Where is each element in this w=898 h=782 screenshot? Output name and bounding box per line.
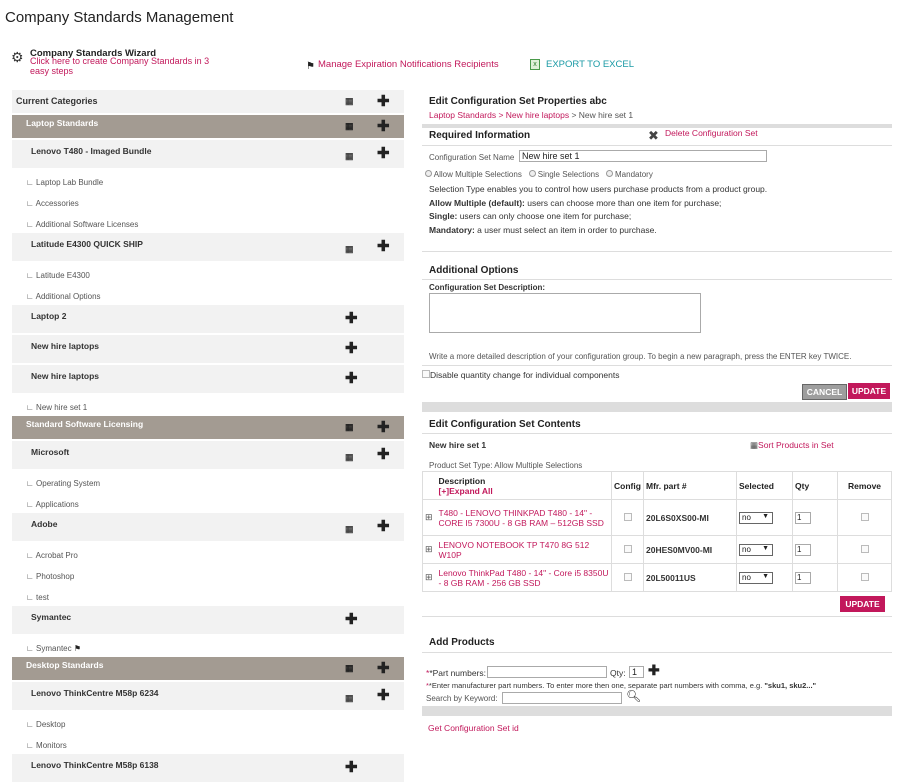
radio-single-label: Single Selections bbox=[537, 170, 600, 179]
radio-allow[interactable] bbox=[425, 170, 432, 177]
add-icon[interactable]: ✚ bbox=[377, 118, 390, 135]
disable-qty-label: Disable quantity change for individual components bbox=[430, 370, 620, 380]
selected-value: no bbox=[742, 544, 751, 554]
selected-dropdown[interactable] bbox=[739, 512, 773, 524]
mfr-cell bbox=[644, 500, 737, 536]
add-icon[interactable]: ✚ bbox=[377, 419, 390, 436]
manage-notifications-link[interactable]: Manage Expiration Notifications Recipients bbox=[318, 59, 499, 70]
tree-item-label: Microsoft bbox=[31, 447, 70, 457]
additional-title: Additional Options bbox=[429, 265, 519, 276]
breadcrumb bbox=[429, 110, 633, 120]
grid-icon[interactable]: ▦ bbox=[345, 452, 353, 462]
tree-leaf-item[interactable] bbox=[12, 212, 404, 233]
update-props-button[interactable]: UPDATE bbox=[848, 383, 890, 399]
tree-item-label: Laptop Standards bbox=[26, 118, 99, 128]
col-qty: Qty bbox=[793, 472, 838, 500]
selected-dropdown[interactable] bbox=[739, 544, 773, 556]
sort-products-link[interactable]: Sort Products in Set bbox=[758, 440, 834, 450]
search-label: Search by Keyword: bbox=[426, 694, 498, 703]
grid-icon[interactable]: ▦ bbox=[345, 663, 353, 673]
product-desc[interactable] bbox=[437, 500, 612, 536]
grid-icon[interactable]: ▦ bbox=[345, 524, 353, 534]
flag-icon: ⚑ bbox=[306, 61, 315, 72]
page-title: Company Standards Management bbox=[5, 9, 234, 26]
required-title: Required Information bbox=[429, 130, 531, 141]
part-numbers-input[interactable] bbox=[487, 666, 607, 678]
tree-item-label: ∟ Applications bbox=[26, 500, 79, 509]
tree-item-label: New hire laptops bbox=[31, 371, 100, 381]
tree-leaf-item[interactable] bbox=[12, 564, 404, 585]
table-header-row bbox=[423, 472, 892, 500]
tree-leaf-item[interactable] bbox=[12, 492, 404, 513]
expand-all-link[interactable]: [+]Expand All bbox=[438, 485, 493, 496]
col-desc-label: Description bbox=[438, 475, 486, 486]
qty-value: 1 bbox=[797, 544, 802, 554]
current-categories-header bbox=[12, 90, 404, 113]
grid-icon[interactable]: ▦ bbox=[345, 244, 353, 254]
tree-item-label: Lenovo T480 - Imaged Bundle bbox=[31, 146, 152, 156]
remove-checkbox[interactable] bbox=[861, 513, 869, 521]
update-contents-button[interactable]: UPDATE bbox=[840, 596, 885, 612]
desc-help: Write a more detailed description of your configuration group. To begin a new paragraph, press the ENTER key TWICE. bbox=[429, 352, 852, 361]
product-desc-text[interactable]: Lenovo ThinkPad T480 - 14" - Core i5 8350U - 8 GB RAM - 256 GB SSD bbox=[438, 567, 609, 588]
tree-subcategory[interactable] bbox=[12, 140, 404, 168]
add-qty-input[interactable]: 1 bbox=[629, 666, 644, 678]
config-set-name-input[interactable]: New hire set 1 bbox=[519, 150, 767, 162]
tree-leaf-item[interactable] bbox=[12, 263, 404, 284]
part-label-text: *Part numbers: bbox=[429, 668, 487, 678]
grid-icon[interactable]: ▦ bbox=[345, 422, 353, 432]
grid-icon[interactable]: ▦ bbox=[345, 96, 353, 106]
tree-category[interactable] bbox=[12, 115, 404, 138]
remove-cell bbox=[838, 500, 892, 536]
mfr-part: 20L50011US bbox=[646, 572, 696, 583]
products-table bbox=[422, 471, 892, 592]
tree-item-label: New hire laptops bbox=[31, 341, 100, 351]
qty-cell bbox=[793, 564, 838, 592]
tree-item-label: Lenovo ThinkCentre M58p 6138 bbox=[31, 760, 159, 770]
tree-leaf-item[interactable] bbox=[12, 395, 404, 416]
chevron-down-icon: ▼ bbox=[762, 512, 769, 520]
tree-item-label: Standard Software Licensing bbox=[26, 419, 144, 429]
col-mfr: Mfr. part # bbox=[644, 472, 737, 500]
add-icon[interactable]: ✚ bbox=[377, 687, 390, 704]
tree-subcategory[interactable] bbox=[12, 606, 404, 634]
grid-icon: ▦ bbox=[750, 440, 759, 450]
add-products-title: Add Products bbox=[429, 637, 495, 648]
close-icon[interactable]: ✖ bbox=[648, 128, 659, 143]
tree-item-label: ∟ Operating System bbox=[26, 479, 101, 488]
col-remove: Remove bbox=[838, 472, 892, 500]
tree-subcategory[interactable] bbox=[12, 305, 404, 333]
tree-leaf-item[interactable] bbox=[12, 471, 404, 492]
tree-item-label: ∟ Acrobat Pro bbox=[26, 551, 78, 560]
tree-category[interactable] bbox=[12, 657, 404, 680]
tree-subcategory[interactable] bbox=[12, 754, 404, 782]
grid-icon[interactable]: ▦ bbox=[345, 693, 353, 703]
selection-help bbox=[429, 183, 889, 237]
tree-category[interactable] bbox=[12, 416, 404, 439]
product-desc[interactable] bbox=[437, 536, 612, 564]
selected-cell bbox=[737, 536, 793, 564]
mfr-part: 20L6S0XS00-MI bbox=[646, 512, 709, 523]
tree-subcategory[interactable] bbox=[12, 513, 404, 541]
add-icon[interactable]: ✚ bbox=[377, 518, 390, 535]
contents-title: Edit Configuration Set Contents bbox=[429, 419, 581, 430]
expand-row-icon[interactable]: ⊞ bbox=[423, 500, 437, 536]
qty-label: Qty: bbox=[610, 668, 626, 678]
tree-item-label: Symantec bbox=[31, 612, 72, 622]
radio-mandatory[interactable] bbox=[606, 170, 613, 177]
config-checkbox[interactable] bbox=[624, 573, 632, 581]
tree-item-label: Laptop 2 bbox=[31, 311, 67, 321]
tree-item-label: Lenovo ThinkCentre M58p 6234 bbox=[31, 688, 159, 698]
allow-bold: Allow Multiple (default): bbox=[429, 197, 525, 208]
add-icon[interactable]: ✚ bbox=[345, 340, 358, 357]
disable-qty bbox=[422, 370, 619, 380]
qty-input[interactable] bbox=[795, 544, 811, 556]
add-product-icon[interactable]: ✚ bbox=[648, 662, 660, 678]
tree-item-label: ∟ test bbox=[26, 593, 49, 602]
single-text: users can only choose one item for purchase; bbox=[457, 211, 632, 221]
qty-value: 1 bbox=[797, 572, 802, 582]
grid-icon[interactable]: ▦ bbox=[345, 151, 353, 161]
selected-dropdown[interactable] bbox=[739, 572, 773, 584]
add-icon[interactable]: ✚ bbox=[345, 759, 358, 776]
tree-item-label: ∟ Latitude E4300 bbox=[26, 271, 90, 280]
keyword-search-input[interactable] bbox=[502, 692, 622, 704]
remove-cell bbox=[838, 564, 892, 592]
selected-cell bbox=[737, 564, 793, 592]
tree-leaf-item[interactable] bbox=[12, 170, 404, 191]
product-desc-text[interactable]: T480 - LENOVO THINKPAD T480 - 14" - CORE I5 7300U - 8 GB RAM – 512GB SSD bbox=[438, 507, 604, 528]
chevron-down-icon: ▼ bbox=[762, 572, 769, 580]
get-id-link[interactable]: Get Configuration Set id bbox=[428, 723, 519, 733]
selected-cell bbox=[737, 500, 793, 536]
tree-item-label: ∟ New hire set 1 bbox=[26, 403, 88, 412]
product-desc-text[interactable]: LENOVO NOTEBOOK TP T470 8G 512 W10P bbox=[438, 539, 590, 560]
name-label: Configuration Set Name bbox=[429, 153, 515, 162]
selection-radios bbox=[425, 170, 653, 179]
desc-label: Configuration Set Description: bbox=[429, 283, 545, 292]
excel-icon[interactable]: x bbox=[530, 59, 540, 70]
description-textarea[interactable] bbox=[429, 293, 701, 333]
tree-item-label: ∟ Additional Software Licenses bbox=[26, 220, 139, 229]
wizard-title[interactable]: Company Standards Wizard bbox=[30, 48, 157, 59]
table-row bbox=[423, 500, 892, 536]
qty-cell bbox=[793, 500, 838, 536]
export-excel-link[interactable]: EXPORT TO EXCEL bbox=[546, 59, 635, 70]
part-hint: **Enter manufacturer part numbers. To enter more then one, separate part numbers with comma, e.g. "sku1, sku2..." bbox=[426, 681, 817, 690]
category-tree bbox=[12, 90, 404, 776]
cancel-button[interactable]: CANCEL bbox=[802, 384, 847, 400]
edit-props-title: Edit Configuration Set Properties abc bbox=[429, 96, 607, 107]
sort-link-wrap bbox=[750, 440, 834, 451]
radio-allow-label: Allow Multiple Selections bbox=[433, 170, 522, 179]
mfr-cell bbox=[644, 536, 737, 564]
gear-icon[interactable]: ⚙ bbox=[11, 49, 24, 65]
remove-checkbox[interactable] bbox=[861, 545, 869, 553]
qty-value: 1 bbox=[797, 512, 802, 522]
mfr-part: 20HES0MV00-MI bbox=[646, 544, 713, 555]
tree-item-label: ∟ Laptop Lab Bundle bbox=[26, 178, 104, 187]
wizard-link[interactable]: Click here to create Company Standards in 3 easy steps bbox=[30, 56, 210, 76]
tree-item-label: Desktop Standards bbox=[26, 660, 104, 670]
right-panel bbox=[422, 90, 892, 772]
disable-qty-checkbox[interactable] bbox=[422, 370, 430, 378]
tree-leaf-item[interactable] bbox=[12, 712, 404, 733]
config-cell bbox=[612, 564, 644, 592]
tree-subcategory[interactable] bbox=[12, 441, 404, 469]
search-icon[interactable]: 🔍︎ bbox=[626, 689, 642, 703]
tree-subcategory[interactable] bbox=[12, 365, 404, 393]
config-checkbox[interactable] bbox=[624, 513, 632, 521]
expand-col bbox=[423, 472, 437, 500]
add-icon[interactable]: ✚ bbox=[345, 611, 358, 628]
tree-leaf-item[interactable] bbox=[12, 543, 404, 564]
tree-item-label: ∟ Accessories bbox=[26, 199, 79, 208]
selected-value: no bbox=[742, 512, 751, 522]
expand-row-icon[interactable]: ⊞ bbox=[423, 536, 437, 564]
radio-single[interactable] bbox=[529, 170, 536, 177]
add-icon[interactable]: ✚ bbox=[377, 446, 390, 463]
product-type: Product Set Type: Allow Multiple Selections bbox=[429, 461, 583, 470]
col-description bbox=[437, 472, 612, 500]
col-selected: Selected bbox=[737, 472, 793, 500]
qty-input[interactable] bbox=[795, 512, 811, 524]
product-desc[interactable] bbox=[437, 564, 612, 592]
tree-item-label: ∟ Symantec bbox=[26, 644, 72, 653]
tree-item-label: ∟ Monitors bbox=[26, 741, 67, 750]
add-icon[interactable]: ✚ bbox=[377, 93, 390, 110]
config-cell bbox=[612, 536, 644, 564]
part-label: **Part numbers: bbox=[426, 668, 487, 678]
tree-leaf-item[interactable] bbox=[12, 284, 404, 305]
qty-cell bbox=[793, 536, 838, 564]
single-bold: Single: bbox=[429, 211, 458, 221]
sel-desc: Selection Type enables you to control how users purchase products from a product group. bbox=[429, 184, 768, 194]
breadcrumb-current: > New hire set 1 bbox=[569, 110, 634, 120]
breadcrumb-link[interactable]: Laptop Standards > New hire laptops bbox=[429, 110, 570, 120]
hint-example: "sku1, sku2..." bbox=[764, 681, 817, 690]
tree-leaf-item[interactable] bbox=[12, 191, 404, 212]
col-config: Config bbox=[612, 472, 644, 500]
remove-cell bbox=[838, 536, 892, 564]
tree-leaf-item[interactable] bbox=[12, 733, 404, 754]
chevron-down-icon: ▼ bbox=[762, 544, 769, 552]
grid-icon[interactable]: ▦ bbox=[345, 121, 353, 131]
mfr-cell bbox=[644, 564, 737, 592]
selected-value: no bbox=[742, 572, 751, 582]
tree-item-label: Latitude E4300 QUICK SHIP bbox=[31, 239, 143, 249]
delete-set-link[interactable]: Delete Configuration Set bbox=[665, 128, 758, 138]
config-cell bbox=[612, 500, 644, 536]
set-name: New hire set 1 bbox=[429, 440, 487, 450]
radio-mandatory-label: Mandatory bbox=[615, 170, 653, 179]
mand-bold: Mandatory: bbox=[429, 224, 475, 235]
tree-subcategory[interactable] bbox=[12, 682, 404, 710]
tree-item-label: ∟ Desktop bbox=[26, 720, 66, 729]
add-icon[interactable]: ✚ bbox=[345, 310, 358, 327]
tree-item-label: ∟ Photoshop bbox=[26, 572, 75, 581]
tree-subcategory[interactable] bbox=[12, 335, 404, 363]
tree-header-label: Current Categories bbox=[16, 96, 98, 106]
config-checkbox[interactable] bbox=[624, 545, 632, 553]
expand-row-icon[interactable]: ⊞ bbox=[423, 564, 437, 592]
tree-item-label: Adobe bbox=[31, 519, 58, 529]
tree-subcategory[interactable] bbox=[12, 233, 404, 261]
tree-leaf-item[interactable] bbox=[12, 585, 404, 606]
mand-text: a user must select an item in order to purchase. bbox=[474, 224, 657, 235]
hint-text: *Enter manufacturer part numbers. To enter more then one, separate part numbers with comma, e.g. bbox=[428, 681, 765, 690]
flag-icon: ⚑ bbox=[71, 644, 82, 653]
allow-text: users can choose more than one item for purchase; bbox=[524, 197, 722, 208]
add-icon[interactable]: ✚ bbox=[377, 660, 390, 677]
tree-leaf-item[interactable] bbox=[12, 636, 404, 657]
table-row bbox=[423, 536, 892, 564]
table-row bbox=[423, 564, 892, 592]
remove-checkbox[interactable] bbox=[861, 573, 869, 581]
add-icon[interactable]: ✚ bbox=[377, 145, 390, 162]
qty-input[interactable] bbox=[795, 572, 811, 584]
add-icon[interactable]: ✚ bbox=[345, 370, 358, 387]
tree-item-label: ∟ Additional Options bbox=[26, 292, 101, 301]
add-icon[interactable]: ✚ bbox=[377, 238, 390, 255]
